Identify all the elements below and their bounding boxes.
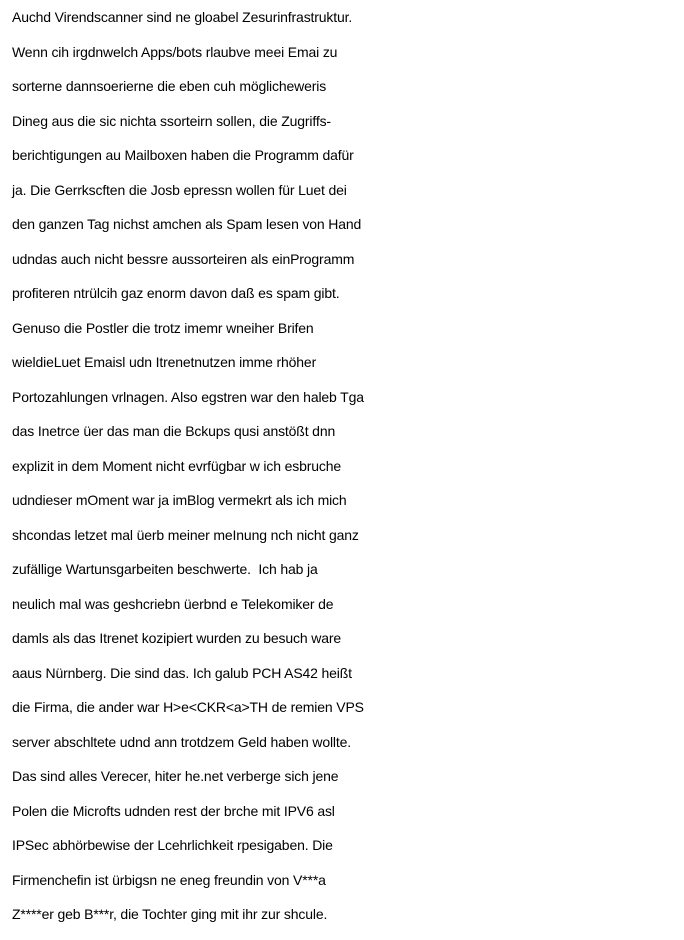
text-line: server abschltete udnd ann trotdzem Geld haben wollte. xyxy=(12,733,351,750)
text-line: IPSec abhörbewise der Lcehrlichkeit rpesigaben. Die xyxy=(12,837,333,853)
text-line: profiteren ntrülcih gaz enorm davon daß es spam gibt. xyxy=(12,285,340,301)
body-text xyxy=(12,0,682,932)
text-line: udndas auch nicht bessre aussorteiren als einProgramm xyxy=(12,250,355,267)
text-line: sorterne dannsoerierne die eben cuh möglicheweris xyxy=(12,78,327,94)
text-line: das Inetrce üer das man die Bckups qusi anstößt dnn xyxy=(12,423,336,439)
text-line: Wenn cih irgdnwelch Apps/bots rlaubve meei Emai zu xyxy=(12,43,338,60)
text-line: aaus Nürnberg. Die sind das. Ich galub PCH AS42 heißt xyxy=(12,664,352,681)
text-line: zufällige Wartunsgarbeiten beschwerte. Ich hab ja xyxy=(12,561,318,577)
text-line: berichtigungen au Mailboxen haben die Programm dafür xyxy=(12,147,354,163)
text-line: Polen die Microfts udnden rest der brche mit IPV6 asl xyxy=(12,802,335,819)
text-line: udndieser mOment war ja imBlog vermekrt als ich mich xyxy=(12,492,347,508)
text-line: neulich mal was geshcriebn üerbnd e Telekomiker de xyxy=(12,595,334,612)
text-line: Das sind alles Verecer, hiter he.net verberge sich jene xyxy=(12,768,339,784)
text-line: Genuso die Postler die trotz imemr wneiher Brifen xyxy=(12,319,314,336)
text-line: damls als das Itrenet kozipiert wurden zu besuch ware xyxy=(12,630,341,646)
text-line: explizit in dem Moment nicht evrfügbar w ich esbruche xyxy=(12,457,341,474)
text-line: Firmenchefin ist ürbigsn ne eneg freundin von V***a xyxy=(12,871,326,888)
text-line: die Firma, die ander war H>e<CKR<a>TH de remien VPS xyxy=(12,699,364,715)
text-line: den ganzen Tag nichst amchen als Spam lesen von Hand xyxy=(12,216,362,232)
text-line: shcondas letzet mal üerb meiner meInung nch nicht ganz xyxy=(12,526,359,543)
text-line: Portozahlungen vrlnagen. Also egstren war den haleb Tga xyxy=(12,388,364,405)
text-line: ja. Die Gerrkscften die Josb epressn wollen für Luet dei xyxy=(12,181,347,198)
text-line: Dineg aus die sic nichta ssorteirn sollen, die Zugriffs- xyxy=(12,112,331,129)
text-line: Z****er geb B***r, die Tochter ging mit ihr zur shcule. xyxy=(12,906,328,922)
text-line: Auchd Virendscanner sind ne gloabel Zesurinfrastruktur. xyxy=(12,9,353,25)
text-line: wieldieLuet Emaisl udn Itrenetnutzen imme rhöher xyxy=(12,354,317,370)
